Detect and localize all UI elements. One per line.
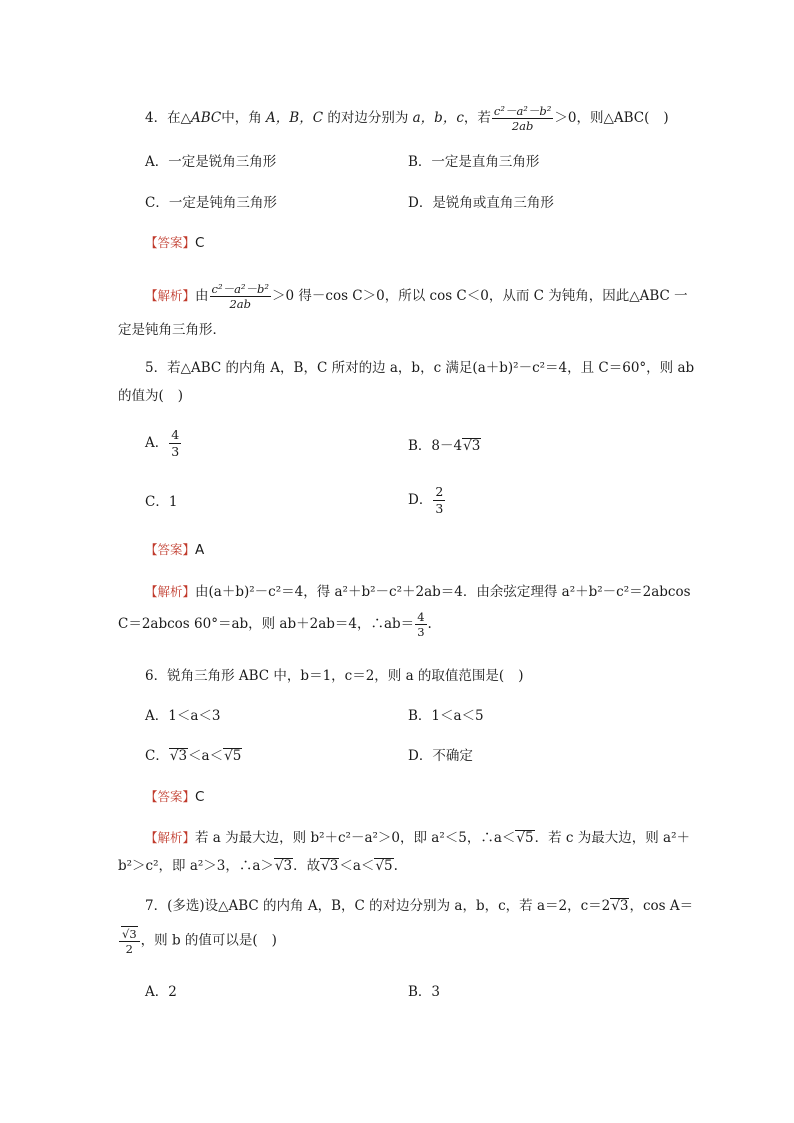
sqrt-symbol: √3 xyxy=(463,438,481,454)
q4-answer: 【答案】C xyxy=(145,235,205,251)
q4-option-d: D．是锐角或直角三角形 xyxy=(408,195,554,211)
q6-stem: 6．锐角三角形 ABC 中，b＝1，c＝2，则 a 的取值范围是( ) xyxy=(145,668,524,684)
q5-option-d: D． $\frac{2}{3}$ xyxy=(408,484,444,516)
q4-fraction: $\frac{\text{c²－a²－b²}}{2ab}$ xyxy=(493,104,552,133)
q6-option-b: B．1＜a＜5 xyxy=(408,708,484,724)
q5-stem-2: 的值为( ) xyxy=(118,388,184,404)
q5-option-a: A． $\frac{4}{3}$ xyxy=(145,427,180,459)
q6-explanation-1: 【解析】若 a 为最大边，则 b²＋c²－a²＞0，即 a²＜5，∴a＜√5．若 c 为最大边，则 a²＋ xyxy=(145,830,691,846)
q4-explanation-2: 定是钝角三角形． xyxy=(118,322,226,338)
q7-stem-1: 7．(多选)设△ABC 的内角 A，B，C 的对边分别为 a，b，c，若 a＝2，c＝2√3，cos A＝ xyxy=(145,898,694,914)
q6-option-c: C．√3＜a＜√5 xyxy=(145,748,242,764)
q6-option-a: A．1＜a＜3 xyxy=(145,708,221,724)
q4-option-a: A．一定是锐角三角形 xyxy=(145,154,277,170)
q4-exp-fraction: $\frac{\text{c²－a²－b²}}{2ab}$ xyxy=(211,282,270,311)
q7-option-a: A．2 xyxy=(145,984,177,1000)
q4-option-b: B．一定是直角三角形 xyxy=(408,154,540,170)
q5-explanation-1: 【解析】由(a＋b)²－c²＝4，得 a²＋b²－c²＋2ab＝4．由余弦定理得 a²＋b²－c²＝2abcos xyxy=(145,584,691,600)
q5-stem-1: 5．若△ABC 的内角 A，B，C 所对的边 a，b，c 满足(a＋b)²－c²＝4，且 C＝60°，则 ab xyxy=(145,360,695,376)
q6-answer: 【答案】C xyxy=(145,789,205,805)
q4-stem: 4．在△ABC中，角 A，B，C 的对边分别为 a，b，c，若 $\frac{\text{c²－a²－b²}}{2ab}$ ＞0，则△ABC( ) xyxy=(145,104,669,133)
q6-explanation-2: b²＞c²，即 a²＞3，∴a＞√3．故√3＜a＜√5. xyxy=(118,858,398,874)
q5-option-c: C．1 xyxy=(145,494,178,510)
q6-option-d: D．不确定 xyxy=(408,748,473,764)
q4-option-c: C．一定是钝角三角形 xyxy=(145,195,277,211)
q7-stem-2: $\frac{√3}{2}$ ，则 b 的值可以是( ) xyxy=(118,926,277,956)
q5-option-b: B．8－4√3 xyxy=(408,438,481,454)
q5-explanation-2: C＝2abcos 60°＝ab，则 ab＋2ab＝4，∴ab＝ $\frac{4}{3}$ . xyxy=(118,610,432,639)
q4-explanation-1: 【解析】由 $\frac{\text{c²－a²－b²}}{2ab}$ ＞0 得－cos C＞0，所以 cos C＜0，从而 C 为钝角，因此△ABC 一 xyxy=(145,282,688,311)
q5-answer: 【答案】A xyxy=(145,542,205,558)
q7-option-b: B．3 xyxy=(408,984,441,1000)
